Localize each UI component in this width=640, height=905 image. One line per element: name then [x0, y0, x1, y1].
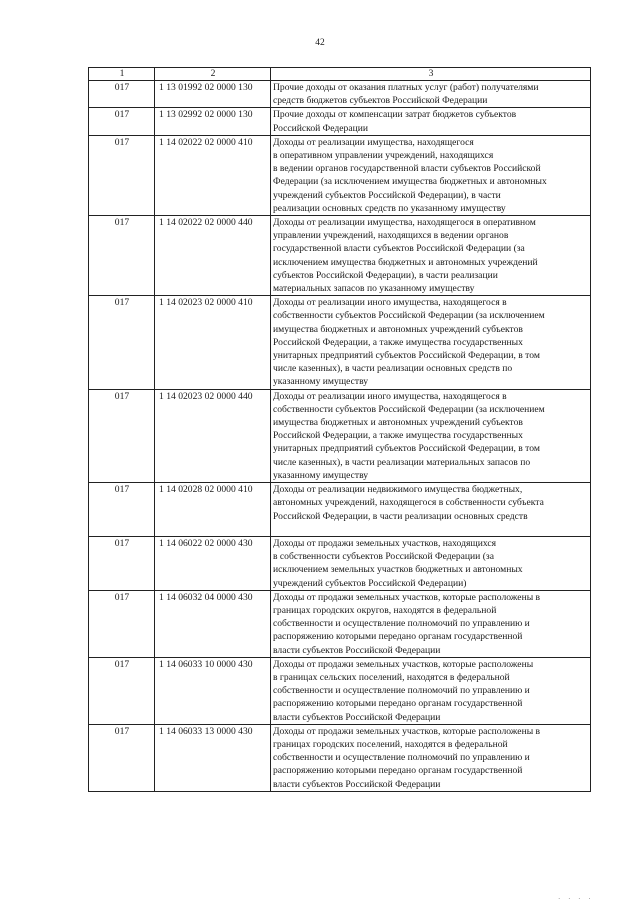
- description-line: реализации основных средств по указанному имуществу: [273, 202, 506, 214]
- description-line: собственности и осуществление полномочий по управлению и: [273, 685, 530, 697]
- description-line: [273, 523, 588, 536]
- revenue-code-cell: 1 14 06032 04 0000 430: [155, 590, 271, 657]
- description-line: управлении учреждений, находящихся в ведении органов: [273, 230, 509, 242]
- column-header-admin: 1: [89, 68, 155, 81]
- description-line: средств бюджетов субъектов Российской Федерации: [273, 95, 488, 107]
- description-line: Прочие доходы от компенсации затрат бюджетов субъектов: [273, 109, 517, 121]
- table-row: [89, 389, 591, 482]
- column-header-description: 3: [271, 68, 591, 81]
- description-line: распоряжению которыми передано органам государственной: [273, 631, 523, 643]
- description-line: Российской Федерации, а также имущества государственных: [273, 336, 523, 348]
- admin-code-cell: 017: [89, 216, 155, 296]
- description-line: собственности субъектов Российской Федерации (за исключением: [273, 310, 545, 322]
- description-line: Доходы от продажи земельных участков, которые расположены в: [273, 725, 541, 737]
- revenue-description-cell: [271, 590, 591, 657]
- description-line: Федерации (за исключением имущества бюджетных и автономных: [273, 176, 547, 188]
- revenue-description-cell: [271, 657, 591, 724]
- description-line: границах городских поселений, находятся в федеральной: [273, 738, 508, 750]
- description-line: учреждений субъектов Российской Федерации): [273, 577, 467, 589]
- revenue-description-cell: [271, 216, 591, 296]
- revenue-code-cell: 1 13 01992 02 0000 130: [155, 81, 271, 108]
- description-line: собственности и осуществление полномочий по управлению и: [273, 752, 530, 764]
- admin-code-cell: 017: [89, 657, 155, 724]
- description-line: Российской Федерации: [273, 122, 368, 134]
- revenue-description-cell: [271, 135, 591, 215]
- description-line: в границах сельских поселений, находятся в федеральной: [273, 671, 510, 683]
- revenue-description-cell: [271, 81, 591, 108]
- description-line: Российской Федерации, в части реализации основных средств: [273, 510, 528, 522]
- description-line: числе казенных), в части реализации материальных запасов по: [273, 456, 531, 468]
- description-line: Доходы от реализации иного имущества, находящегося в: [273, 297, 507, 309]
- table-row: [89, 536, 591, 590]
- description-line: власти субъектов Российской Федерации: [273, 644, 441, 656]
- description-line: Доходы от продажи земельных участков, которые расположены: [273, 658, 534, 670]
- description-line: государственной власти субъектов Российской Федерации (за: [273, 243, 525, 255]
- admin-code-cell: 017: [89, 389, 155, 482]
- table-row: [89, 483, 591, 537]
- description-line: Доходы от реализации имущества, находящегося: [273, 136, 474, 148]
- scan-corner-mark-top: · · ·: [600, 0, 626, 4]
- description-line: Доходы от реализации недвижимого имущества бюджетных,: [273, 484, 523, 496]
- description-line: власти субъектов Российской Федерации: [273, 711, 441, 723]
- admin-code-cell: 017: [89, 724, 155, 791]
- revenue-code-cell: 1 14 02023 02 0000 440: [155, 389, 271, 482]
- description-line: исключением земельных участков бюджетных и автономных: [273, 564, 523, 576]
- description-line: собственности и осуществление полномочий по управлению и: [273, 618, 530, 630]
- revenue-description-cell: [271, 724, 591, 791]
- description-line: Доходы от реализации иного имущества, находящегося в: [273, 390, 507, 402]
- table-row: [89, 590, 591, 657]
- admin-code-cell: 017: [89, 483, 155, 537]
- table-row: [89, 108, 591, 135]
- description-line: Прочие доходы от оказания платных услуг (работ) получателями: [273, 82, 539, 93]
- description-line: учреждений субъектов Российской Федерации), в части: [273, 189, 501, 201]
- description-line: исключением имущества бюджетных и автономных учреждений: [273, 256, 538, 268]
- description-line: собственности субъектов Российской Федерации (за исключением: [273, 403, 545, 415]
- revenue-code-cell: 1 14 06022 02 0000 430: [155, 536, 271, 590]
- admin-code-cell: 017: [89, 590, 155, 657]
- admin-code-cell: 017: [89, 81, 155, 108]
- description-line: границах городских округов, находятся в федеральной: [273, 604, 497, 616]
- column-header-code: 2: [155, 68, 271, 81]
- revenue-description-cell: [271, 536, 591, 590]
- table-row: [89, 724, 591, 791]
- revenue-code-cell: 1 14 02028 02 0000 410: [155, 483, 271, 537]
- description-line: в оперативном управлении учреждений, находящихся: [273, 150, 494, 162]
- table-row: [89, 135, 591, 215]
- admin-code-cell: 017: [89, 108, 155, 135]
- description-line: Доходы от реализации имущества, находящегося в оперативном: [273, 217, 536, 229]
- revenue-description-cell: [271, 389, 591, 482]
- description-line: в собственности субъектов Российской Федерации (за: [273, 551, 494, 563]
- table-row: [89, 81, 591, 108]
- description-line: унитарных предприятий субъектов Российской Федерации, в том: [273, 443, 540, 455]
- page-number: 42: [315, 38, 325, 48]
- revenue-code-cell: 1 13 02992 02 0000 130: [155, 108, 271, 135]
- description-line: материальных запасов по указанному имуществу: [273, 283, 475, 295]
- table-header-row: [89, 68, 591, 81]
- description-line: числе казенных), в части реализации основных средств по: [273, 363, 513, 375]
- description-line: имущества бюджетных и автономных учреждений субъектов: [273, 323, 523, 335]
- table-row: [89, 216, 591, 296]
- description-line: указанному имуществу: [273, 376, 369, 388]
- revenue-description-cell: [271, 296, 591, 389]
- table-row: [89, 657, 591, 724]
- revenue-code-cell: 1 14 06033 10 0000 430: [155, 657, 271, 724]
- description-line: в ведении органов государственной власти субъектов Российской: [273, 163, 541, 175]
- description-line: Доходы от продажи земельных участков, находящихся: [273, 537, 497, 549]
- description-line: Российской Федерации, а также имущества государственных: [273, 430, 523, 442]
- description-line: Доходы от продажи земельных участков, которые расположены в: [273, 591, 541, 603]
- revenue-codes-table: [88, 67, 591, 792]
- description-line: имущества бюджетных и автономных учреждений субъектов: [273, 417, 523, 429]
- description-line: власти субъектов Российской Федерации: [273, 778, 441, 790]
- table-row: [89, 296, 591, 389]
- description-line: унитарных предприятий субъектов Российской Федерации, в том: [273, 350, 540, 362]
- scan-corner-mark-bottom: · · · ·: [558, 895, 594, 903]
- admin-code-cell: 017: [89, 135, 155, 215]
- revenue-code-cell: 1 14 02022 02 0000 410: [155, 135, 271, 215]
- description-line: распоряжению которыми передано органам государственной: [273, 765, 523, 777]
- admin-code-cell: 017: [89, 536, 155, 590]
- description-line: указанному имуществу: [273, 469, 369, 481]
- description-line: распоряжению которыми передано органам государственной: [273, 698, 523, 710]
- revenue-code-cell: 1 14 02022 02 0000 440: [155, 216, 271, 296]
- revenue-description-cell: [271, 483, 591, 537]
- revenue-code-cell: 1 14 06033 13 0000 430: [155, 724, 271, 791]
- description-line: автономных учреждений, находящегося в собственности субъекта: [273, 497, 544, 509]
- description-line: субъектов Российской Федерации), в части реализации: [273, 269, 498, 281]
- admin-code-cell: 017: [89, 296, 155, 389]
- revenue-description-cell: [271, 108, 591, 135]
- revenue-code-cell: 1 14 02023 02 0000 410: [155, 296, 271, 389]
